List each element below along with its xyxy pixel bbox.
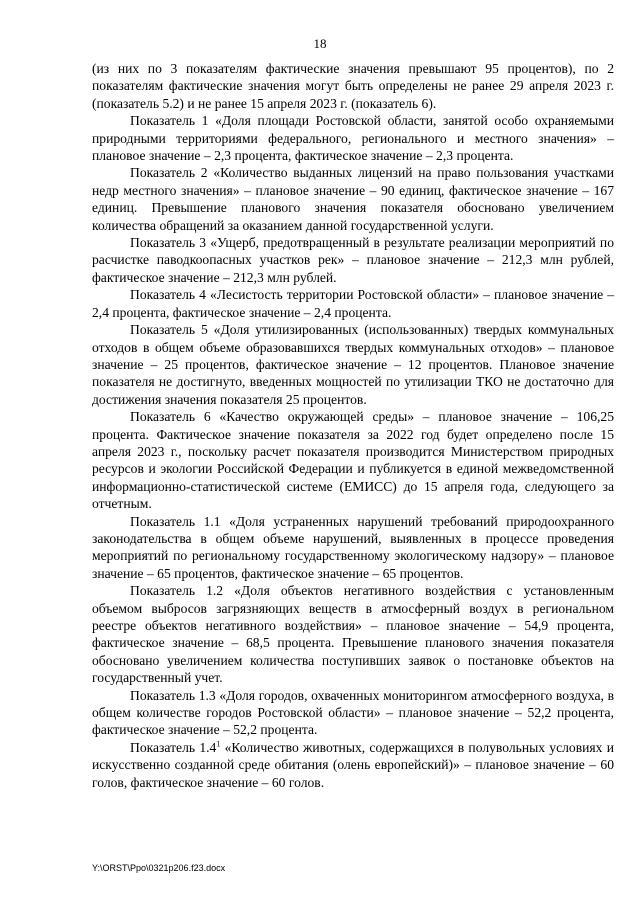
paragraph-indicator-6: Показатель 6 «Качество окружающей среды» – плановое значение – 106,25 процента. Фактическое значение показателя за 2022 год будет определено после 15 апреля 2023 г., поскольку расчет показателя производится Министерством природных ресурсов и экологии Российской Федерации и публикуется в единой межведомственной информационно-статистической системе (ЕМИСС) до 15 апреля года, следующего за отчетным. <box>92 409 614 512</box>
paragraph-indicator-1: Показатель 1 «Доля площади Ростовской области, занятой особо охраняемыми природными территориями федерального, регионального и местного значения» – плановое значение – 2,3 процента, фактическое значение – 2,3 процента. <box>92 113 614 164</box>
paragraph-indicator-1-1: Показатель 1.1 «Доля устраненных нарушений требований природоохранного законодательства в общем объеме нарушений, выявленных в процессе проведения мероприятий по региональному государственному экологическому надзору» – плановое значение – 65 процентов, фактическое значение – 65 процентов. <box>92 513 614 581</box>
page-number: 18 <box>313 36 327 51</box>
paragraph-indicator-1-2: Показатель 1.2 «Доля объектов негативного воздействия с установленным объемом выбросов загрязняющих веществ в атмосферный воздух в региональном реестре объектов негативного воздействия» – плановое значение – 54,9 процента, фактическое значение – 68,5 процента. Превышение планового значения показателя обосновано увеличением количества поступивших заявок о постановке объектов на государственный учет. <box>92 583 614 686</box>
paragraph-indicator-5: Показатель 5 «Доля утилизированных (использованных) твердых коммунальных отходов в общем объеме образовавшихся твердых коммунальных отходов» – плановое значение – 25 процентов, фактическое значение – 12 процентов. Плановое значение показателя не достигнуто, введенных мощностей по утилизации ТКО не достаточно для достижения значения показателя 25 процентов. <box>92 322 614 407</box>
footer-file-path: Y:\ORST\Ppo\0321p206.f23.docx <box>92 863 226 873</box>
paragraph-intro: (из них по 3 показателям фактические значения превышают 95 процентов), по 2 показателям фактические значения могут быть определены не ранее 29 апреля 2023 г. (показатель 5.2) и не ранее 15 апреля 2023 г. (показатель 6). <box>92 61 614 111</box>
document-body <box>92 60 614 791</box>
paragraph-indicator-1-3: Показатель 1.3 «Доля городов, охваченных мониторингом атмосферного воздуха, в общем количестве городов Ростовской области» – плановое значение – 52,2 процента, фактическое значение – 52,2 процента. <box>92 687 614 738</box>
footnote-marker: 1 <box>216 739 221 749</box>
paragraph-indicator-4: Показатель 4 «Лесистость территории Ростовской области» – плановое значение – 2,4 процента, фактическое значение – 2,4 процента. <box>92 287 614 320</box>
paragraph-indicator-1-4 <box>92 739 614 791</box>
indicator-1-4-text: «Количество животных, содержащихся в полувольных условиях и искусственно созданной среде обитания (олень европейский)» – плановое значение – 60 голов, фактическое значение – 60 голов. <box>92 739 614 790</box>
paragraph-indicator-2: Показатель 2 «Количество выданных лицензий на право пользования участками недр местного значения» – плановое значение – 90 единиц, фактическое значение – 167 единиц. Превышение планового значения показателя обосновано увеличением количества обращений за оказанием данной государственной услуги. <box>92 165 614 233</box>
paragraph-indicator-3: Показатель 3 «Ущерб, предотвращенный в результате реализации мероприятий по расчистке паводкоопасных участков рек» – плановое значение – 212,3 млн рублей, фактическое значение – 212,3 млн рублей. <box>92 235 614 285</box>
indicator-1-4-lead: Показатель 1.4 <box>130 739 217 755</box>
